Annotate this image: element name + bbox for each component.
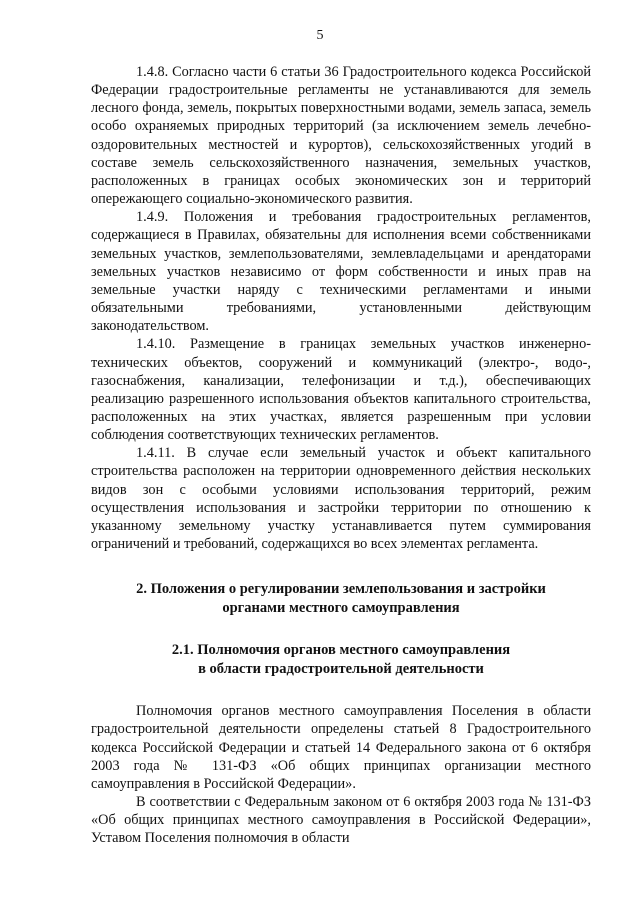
clause-1-4-8: 1.4.8. Согласно части 6 статьи 36 Градостроительного кодекса Российской Федерации градостроительные регламенты не устанавливаются для земель лесного фонда, земель, покрытых поверхностными водами, земель запаса, земель особо охраняемых природных территорий (за исключением земель лечебно-оздоровительных местностей и курортов), сельскохозяйственных угодий в составе земель сельскохозяйственного назначения, земельных участков, расположенных в границах особых экономических зон и территорий опережающего социально-экономического развития. [91,64,591,208]
body-paragraph: В соответствии с Федеральным законом от 6 октября 2003 года № 131-ФЗ «Об общих принципах местного самоуправления в Российской Федерации», Уставом Поселения полномочия в области [91,794,591,847]
section-heading-line-2: органами местного самоуправления [222,599,460,616]
page-number: 5 [316,28,324,43]
spacer [91,678,591,702]
clause-1-4-10: 1.4.10. Размещение в границах земельных участков инженерно-технических объектов, сооружений и коммуникаций (электро-, водо-, газоснабжения, канализации, телефонизации и т.д.), обеспечивающих реализацию разрешенного использования объектов капитального строительства, расположенных на этих участках, является разрешенным при условии соблюдения соответствующих технических регламентов. [91,336,591,444]
clause-1-4-9: 1.4.9. Положения и требования градостроительных регламентов, содержащиеся в Правилах, обязательны для исполнения всеми собственниками земельных участков, землепользователями, землевладельцами и арендаторами земельных участков независимо от форм собственности и иных прав на земельные участки наряду с техническими регламентами и иными обязательными требованиями, установленными действующим законодательством. [91,209,591,335]
section-heading-line-1: 2. Положения о регулировании землепользования и застройки [136,581,546,598]
subsection-heading [91,641,591,678]
section-heading [91,580,591,617]
clause-1-4-11: 1.4.11. В случае если земельный участок и объект капитального строительства расположен на территории одновременного действия нескольких видов зон с особыми условиями использования территорий, режим осуществления использования и застройки территории по отношению к указанному земельному участку устанавливается путем суммирования ограничений и требований, содержащихся во всех элементах регламента. [91,445,591,553]
subsection-heading-line-1: 2.1. Полномочия органов местного самоуправления [171,642,511,659]
subsection-heading-line-2: в области градостроительной деятельности [198,660,484,677]
document-body [91,63,591,847]
spacer [91,553,591,580]
body-paragraph: Полномочия органов местного самоуправления Поселения в области градостроительной деятельности определены статьей 8 Градостроительного кодекса Российской Федерации и статьей 14 Федерального закона от 6 октября 2003 года № 131-ФЗ «Об общих принципах организации местного самоуправления в Российской Федерации». [91,703,591,792]
spacer [91,617,591,641]
